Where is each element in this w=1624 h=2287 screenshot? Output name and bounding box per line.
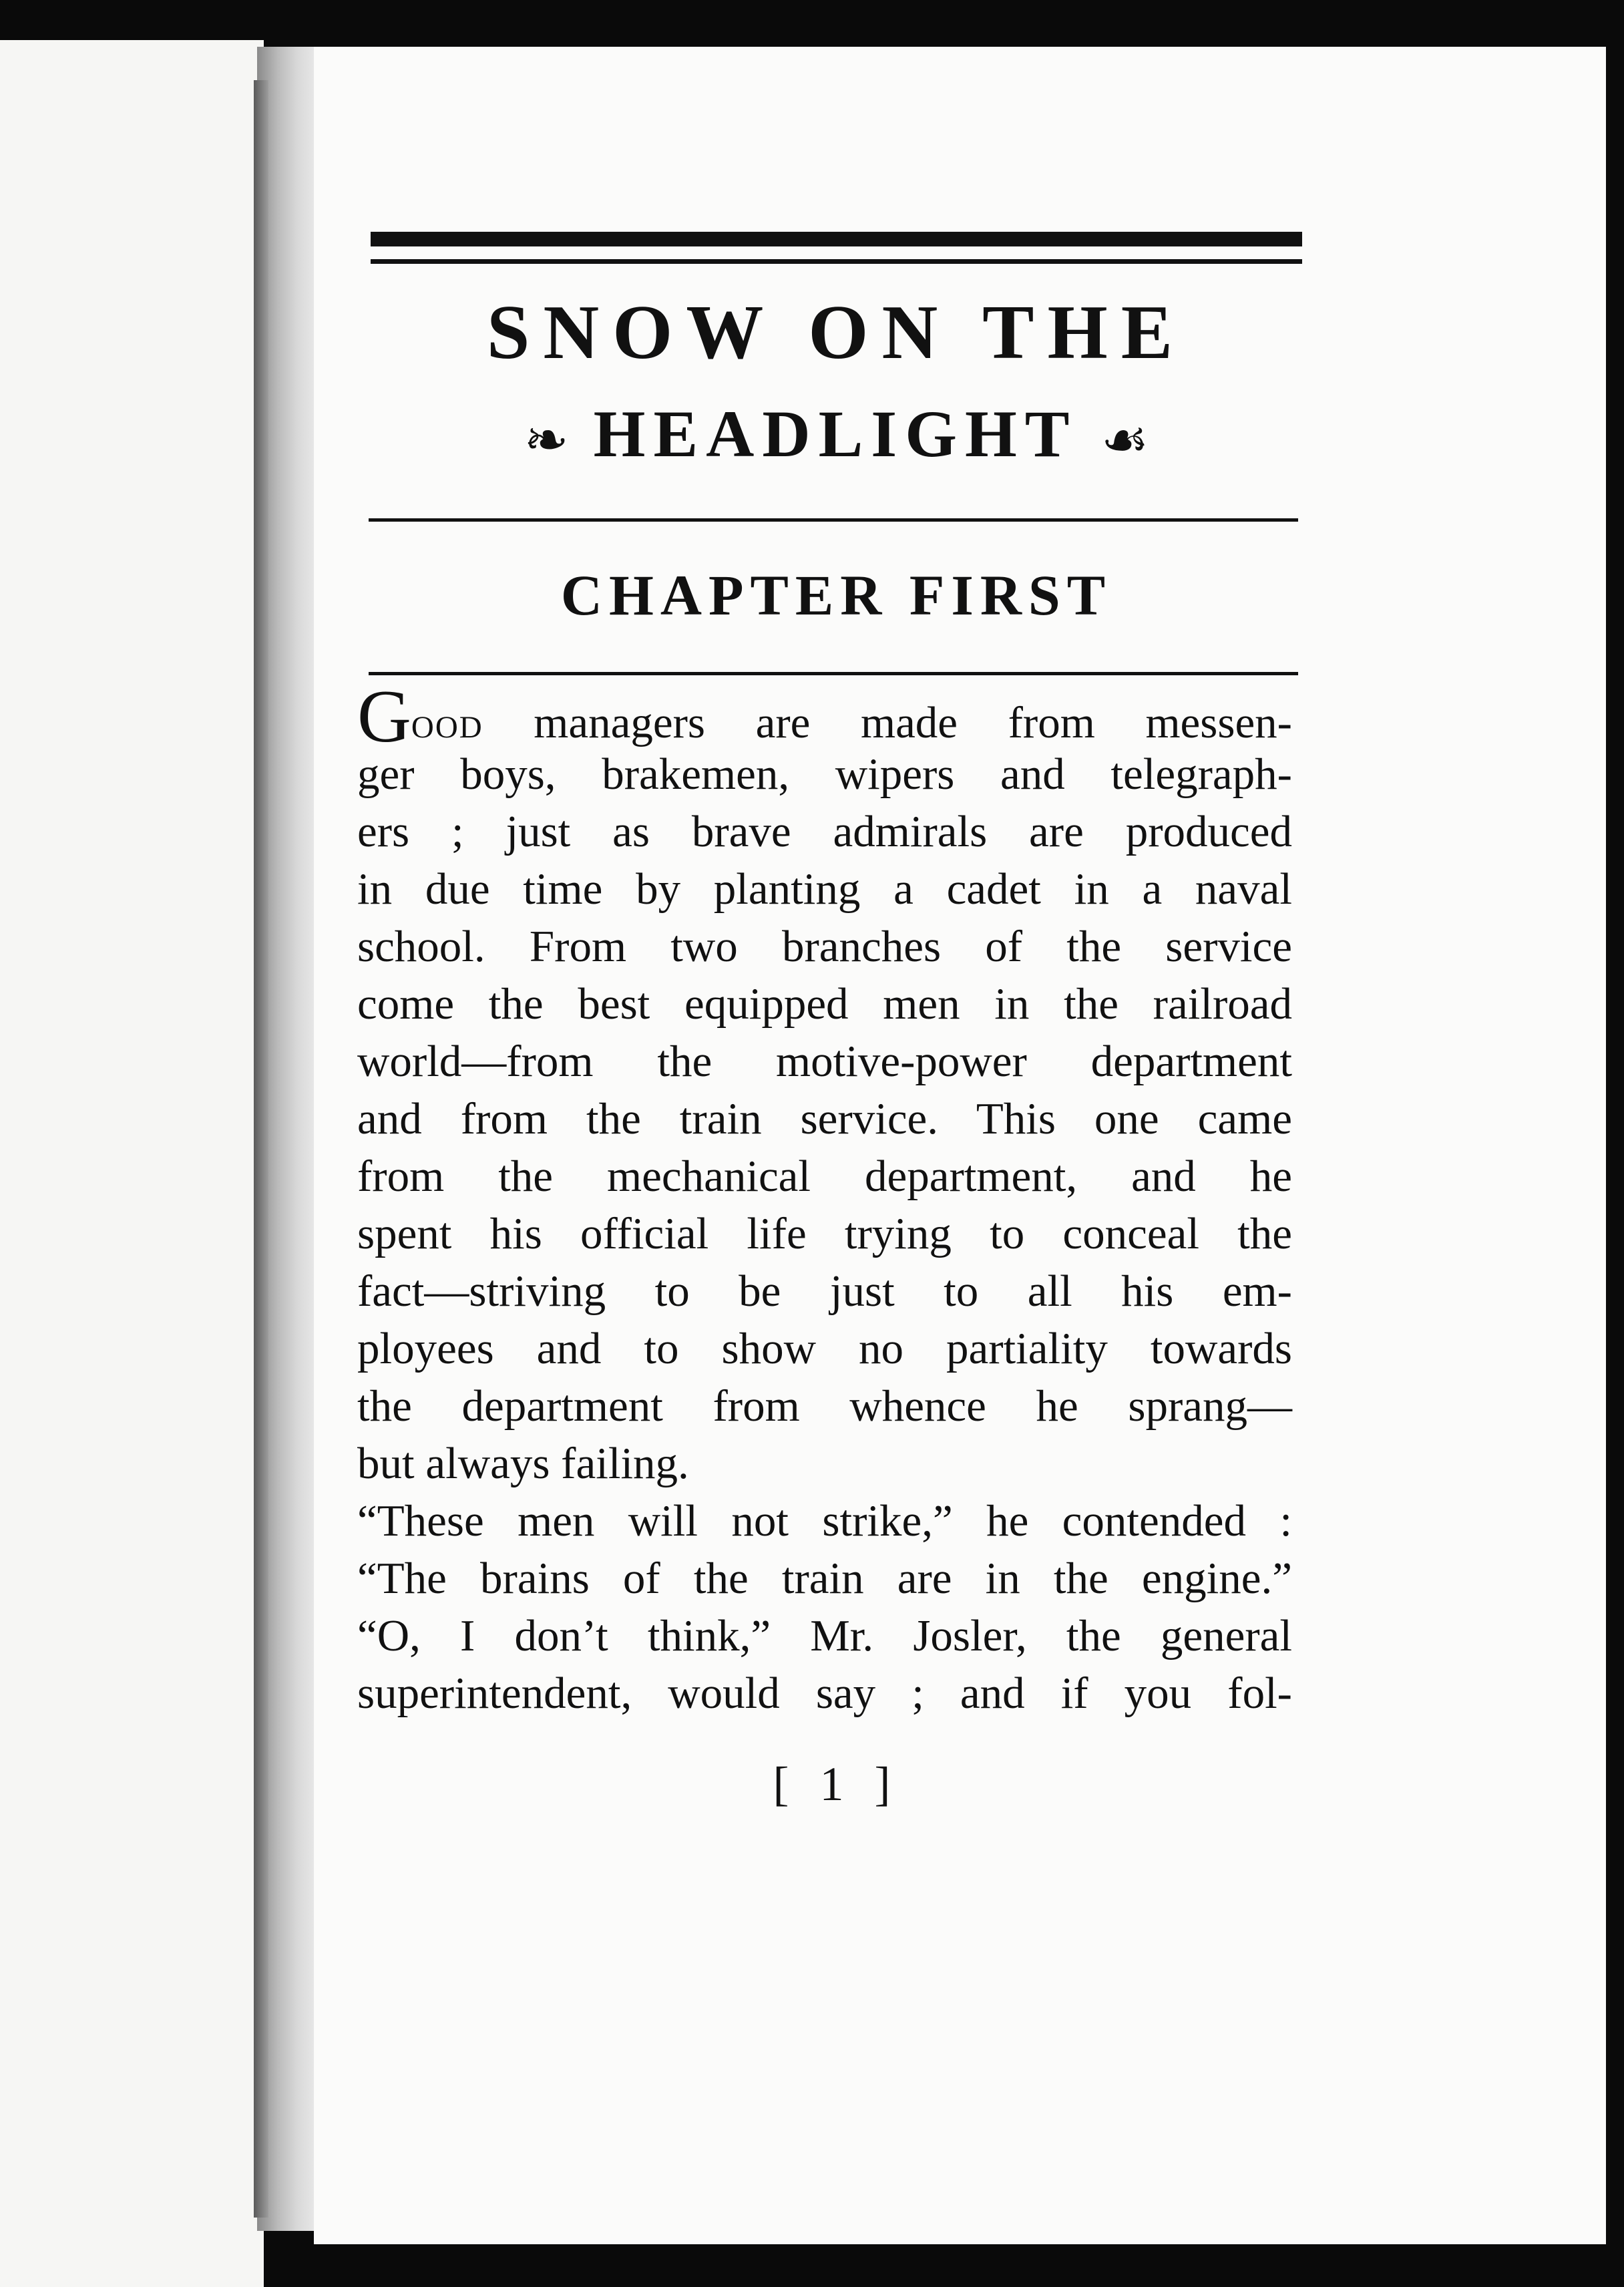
text-line-4: in due time by planting a cadet in a naval	[357, 864, 1292, 914]
book-title-word: HEADLIGHT	[593, 397, 1076, 471]
text-line-5: school. From two branches of the service	[357, 922, 1292, 971]
text-line-13: the department from whence he sprang—	[357, 1381, 1292, 1431]
text-line-2: ger boys, brakemen, wipers and telegraph-	[357, 749, 1292, 799]
facing-page	[0, 40, 264, 2287]
header-rule-thin	[371, 259, 1302, 264]
chapter-divider-rule	[369, 672, 1298, 675]
text-line-18: superintendent, would say ; and if you fol-	[357, 1668, 1292, 1718]
page-number: [ 1 ]	[773, 1757, 900, 1811]
book-title-line2	[371, 397, 1302, 471]
text-line-15: “These men will not strike,” he contended :	[357, 1496, 1292, 1546]
ornament-left-icon: ❧	[524, 411, 569, 471]
header-rule-thick	[371, 232, 1302, 246]
text-line-7: world—from the motive-power department	[357, 1037, 1292, 1086]
text-line-12: ployees and to show no partiality towards	[357, 1324, 1292, 1373]
text-line-9: from the mechanical department, and he	[357, 1152, 1292, 1201]
text-line-17: “O, I don’t think,” Mr. Josler, the general	[357, 1611, 1292, 1660]
chapter-heading: CHAPTER FIRST	[560, 563, 1112, 627]
text-line-6: come the best equipped men in the railroad	[357, 979, 1292, 1029]
text-line-1	[357, 675, 1292, 758]
book-title-line1: SNOW ON THE	[486, 290, 1187, 375]
ornament-right-icon: ☙	[1100, 411, 1149, 471]
text-line-1-rest: managers are made from messen-	[483, 698, 1292, 747]
title-divider-rule	[369, 518, 1298, 522]
text-line-10: spent his official life trying to conceal the	[357, 1209, 1292, 1258]
text-line-14: but always failing.	[357, 1439, 689, 1488]
text-line-3: ers ; just as brave admirals are produced	[357, 807, 1292, 856]
text-line-11: fact—striving to be just to all his em-	[357, 1266, 1292, 1316]
text-line-16: “The brains of the train are in the engine.”	[357, 1554, 1292, 1603]
opening-smallcaps: ood	[411, 698, 483, 747]
chapter-body-text	[357, 675, 1292, 1722]
text-line-8: and from the train service. This one came	[357, 1094, 1292, 1144]
drop-cap: G	[357, 675, 411, 758]
gutter-shadow	[254, 80, 268, 2218]
